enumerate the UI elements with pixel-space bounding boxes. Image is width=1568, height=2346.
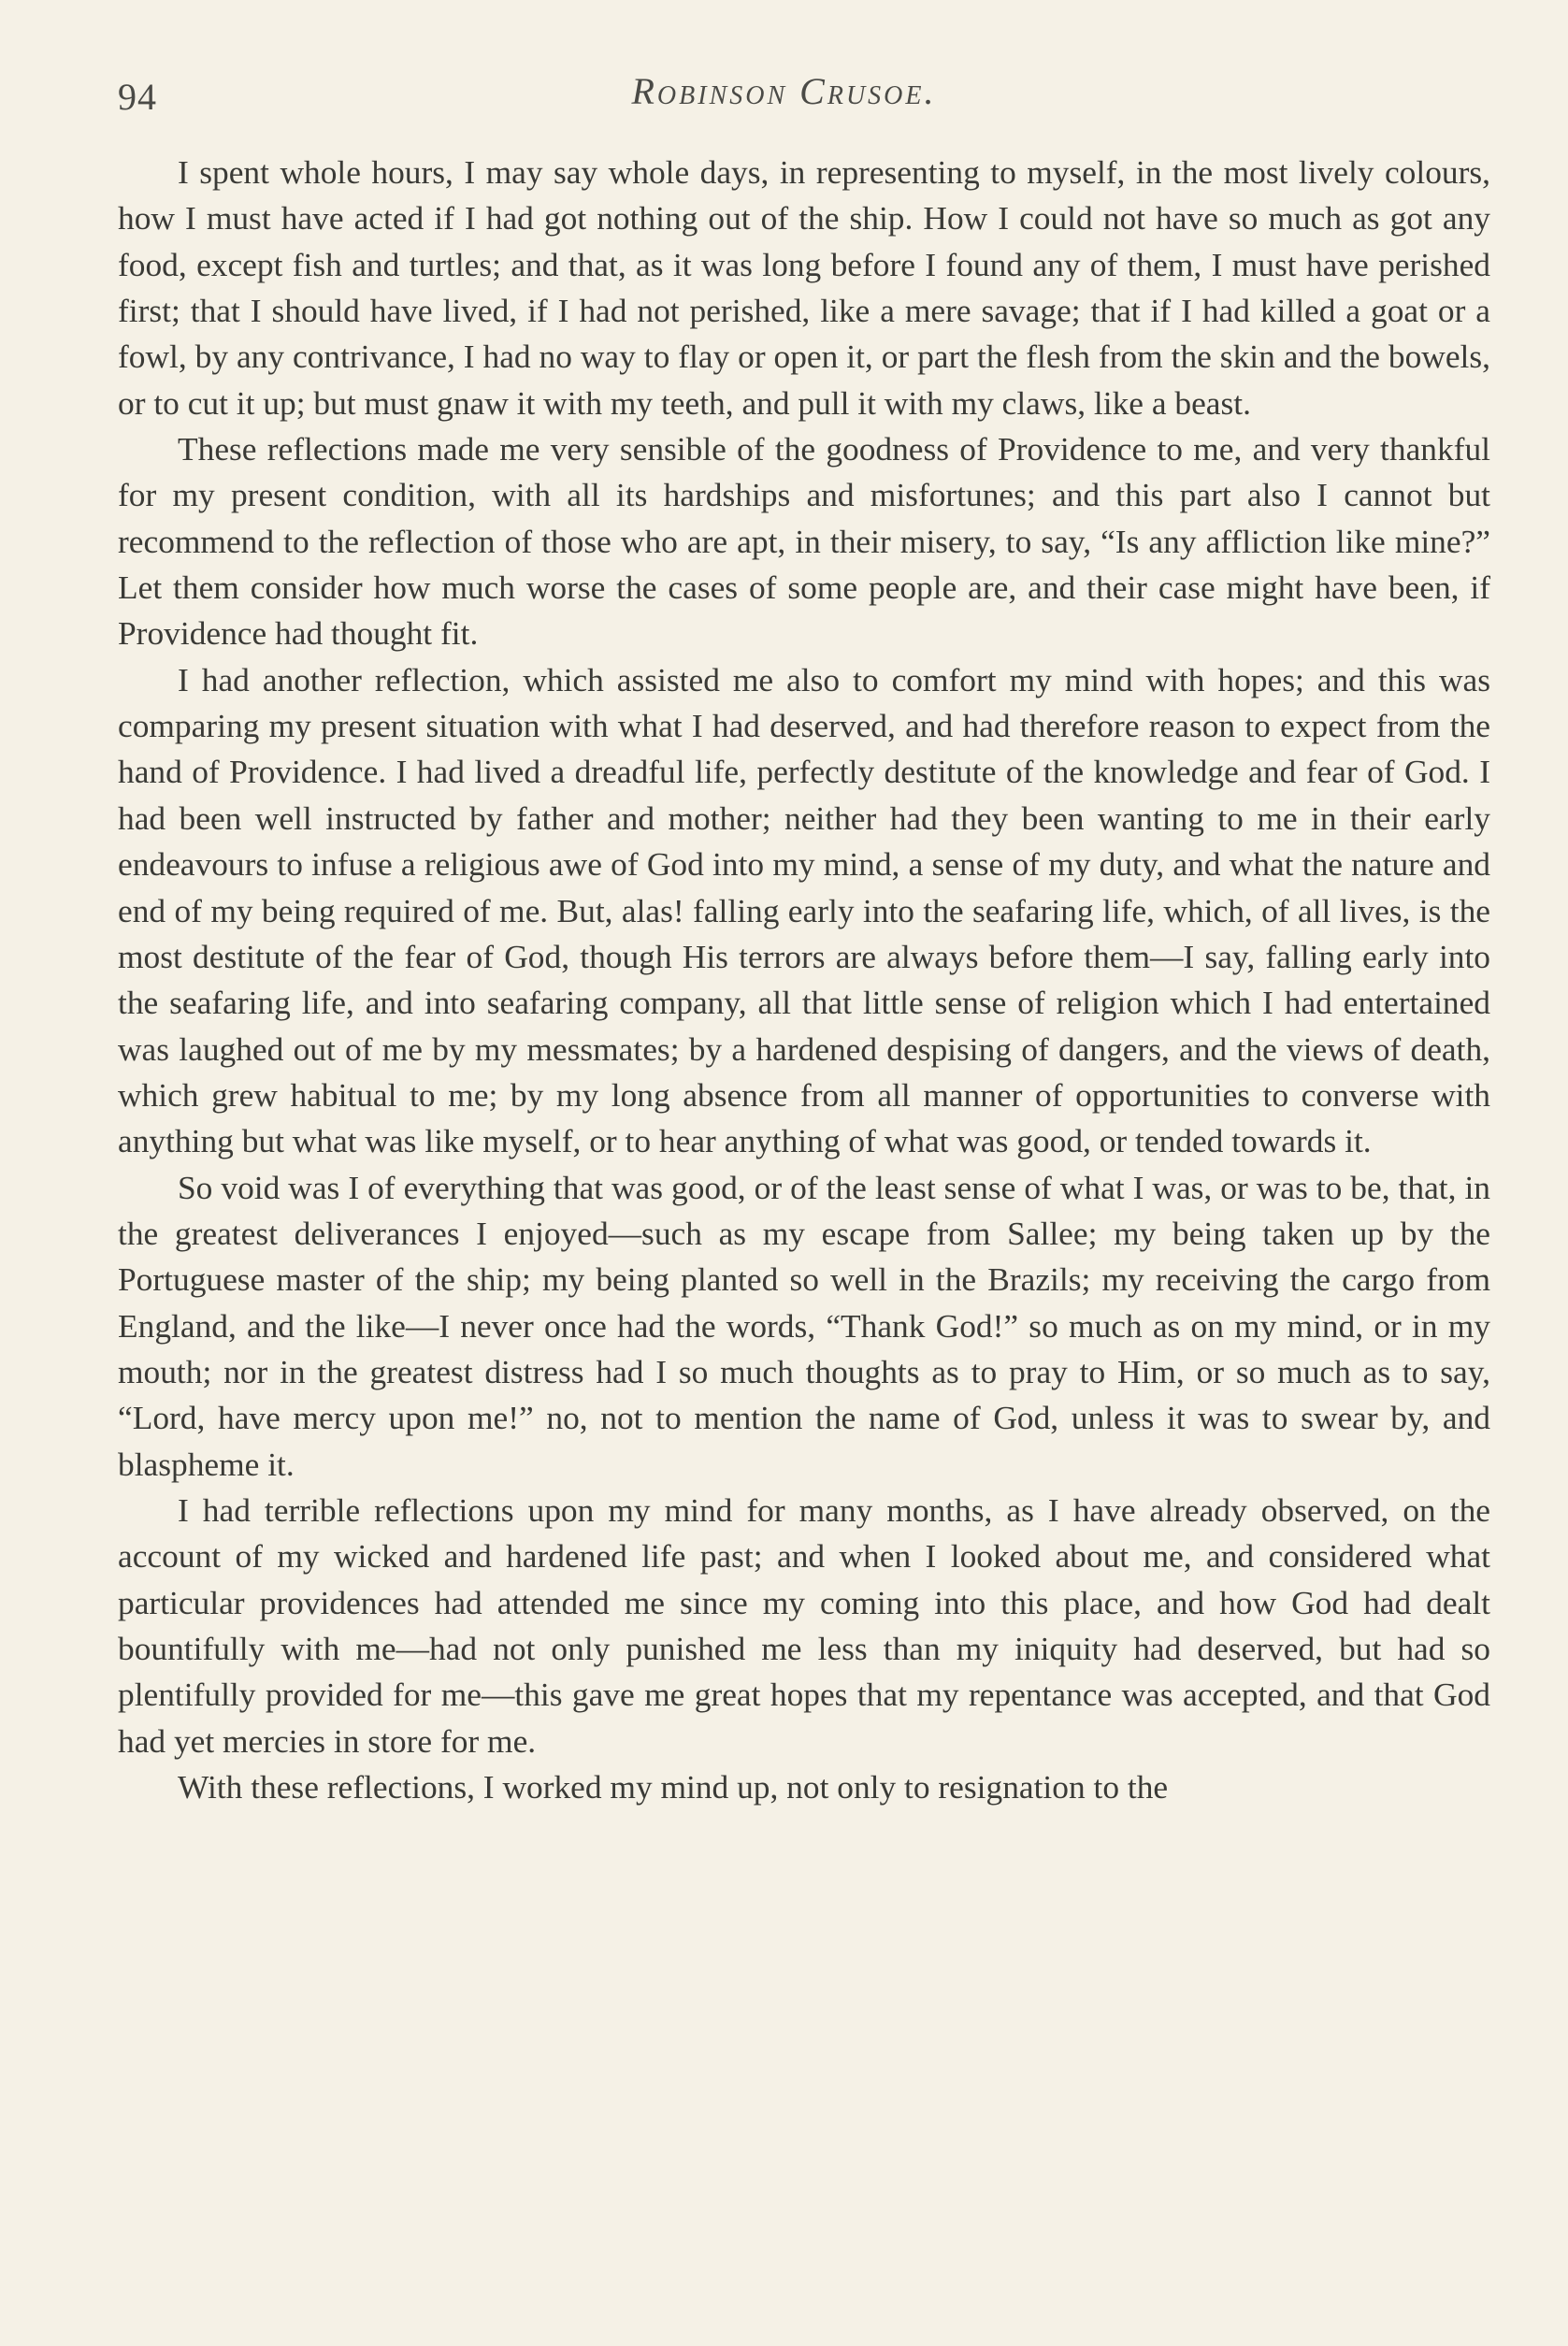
paragraph: So void was I of everything that was good, or of the least sense of what I was, or was to be, that, in the greatest deliverances I enjoyed—such as my escape from Sallee; my being taken up by the Portuguese master of the ship; my being planted so well in the Brazils; my receiving the cargo from England, and the like—I never once had the words, “Thank God!” so much as on my mind, or in my mouth; nor in the greatest distress had I so much thoughts as to pray to Him, or so much as to say, “Lord, have mercy upon me!” no, not to mention the name of God, unless it was to swear by, and blaspheme it. <box>118 1168 1490 1483</box>
paragraph: I had another reflection, which assisted me also to comfort my mind with hopes; and this was comparing my present situation with what I had deserved, and had therefore reason to expect from the hand of Providence. I had lived a dreadful life, perfectly destitute of the knowledge and fear of God. I had been well instructed by father and mother; neither had they been wanting to me in their early endeavours to infuse a religious awe of God into my mind, a sense of my duty, and what the nature and end of my being required of me. But, alas! falling early into the seafaring life, which, of all lives, is the most destitute of the fear of God, though His terrors are always before them—I say, falling early into the seafaring life, and into seafaring company, all that little sense of religion which I had entertained was laughed out of me by my messmates; by a hardened despising of dangers, and the views of death, which grew habitual to me; by my long absence from all manner of opportunities to converse with anything but what was like myself, or to hear anything of what was good, or tended towards it. <box>118 660 1490 1160</box>
body-text <box>118 150 1490 1810</box>
paragraph: With these reflections, I worked my mind up, not only to resignation to the <box>178 1768 1169 1806</box>
paragraph: These reflections made me very sensible of the goodness of Providence to me, and very thankful for my present condition, with all its hardships and misfortunes; and this part also I cannot but recommend to the reflection of those who are apt, in their misery, to say, “Is any affliction like mine?” Let them consider how much worse the cases of some people are, and their case might have been, if Providence had thought fit. <box>118 430 1490 653</box>
paragraph: I had terrible reflections upon my mind for many months, as I have already observed, on the account of my wicked and hardened life past; and when I looked about me, and considered what particular providences had attended me since my coming into this place, and how God had dealt bountifully with me—had not only punished me less than my iniquity had deserved, but had so plentifully provided for me—this gave me great hopes that my repentance was accepted, and that God had yet mercies in store for me. <box>118 1490 1490 1760</box>
paragraph: I spent whole hours, I may say whole days, in representing to myself, in the most lively colours, how I must have acted if I had got nothing out of the ship. How I could not have so much as got any food, except fish and turtles; and that, as it was long before I found any of them, I must have perished first; that I should have lived, if I had not perished, like a mere savage; that if I had killed a goat or a fowl, by any contrivance, I had no way to flay or open it, or part the flesh from the skin and the bowels, or to cut it up; but must gnaw it with my teeth, and pull it with my claws, like a beast. <box>118 153 1490 422</box>
running-title: Robinson Crusoe. <box>631 70 937 112</box>
page-number: 94 <box>118 76 157 118</box>
